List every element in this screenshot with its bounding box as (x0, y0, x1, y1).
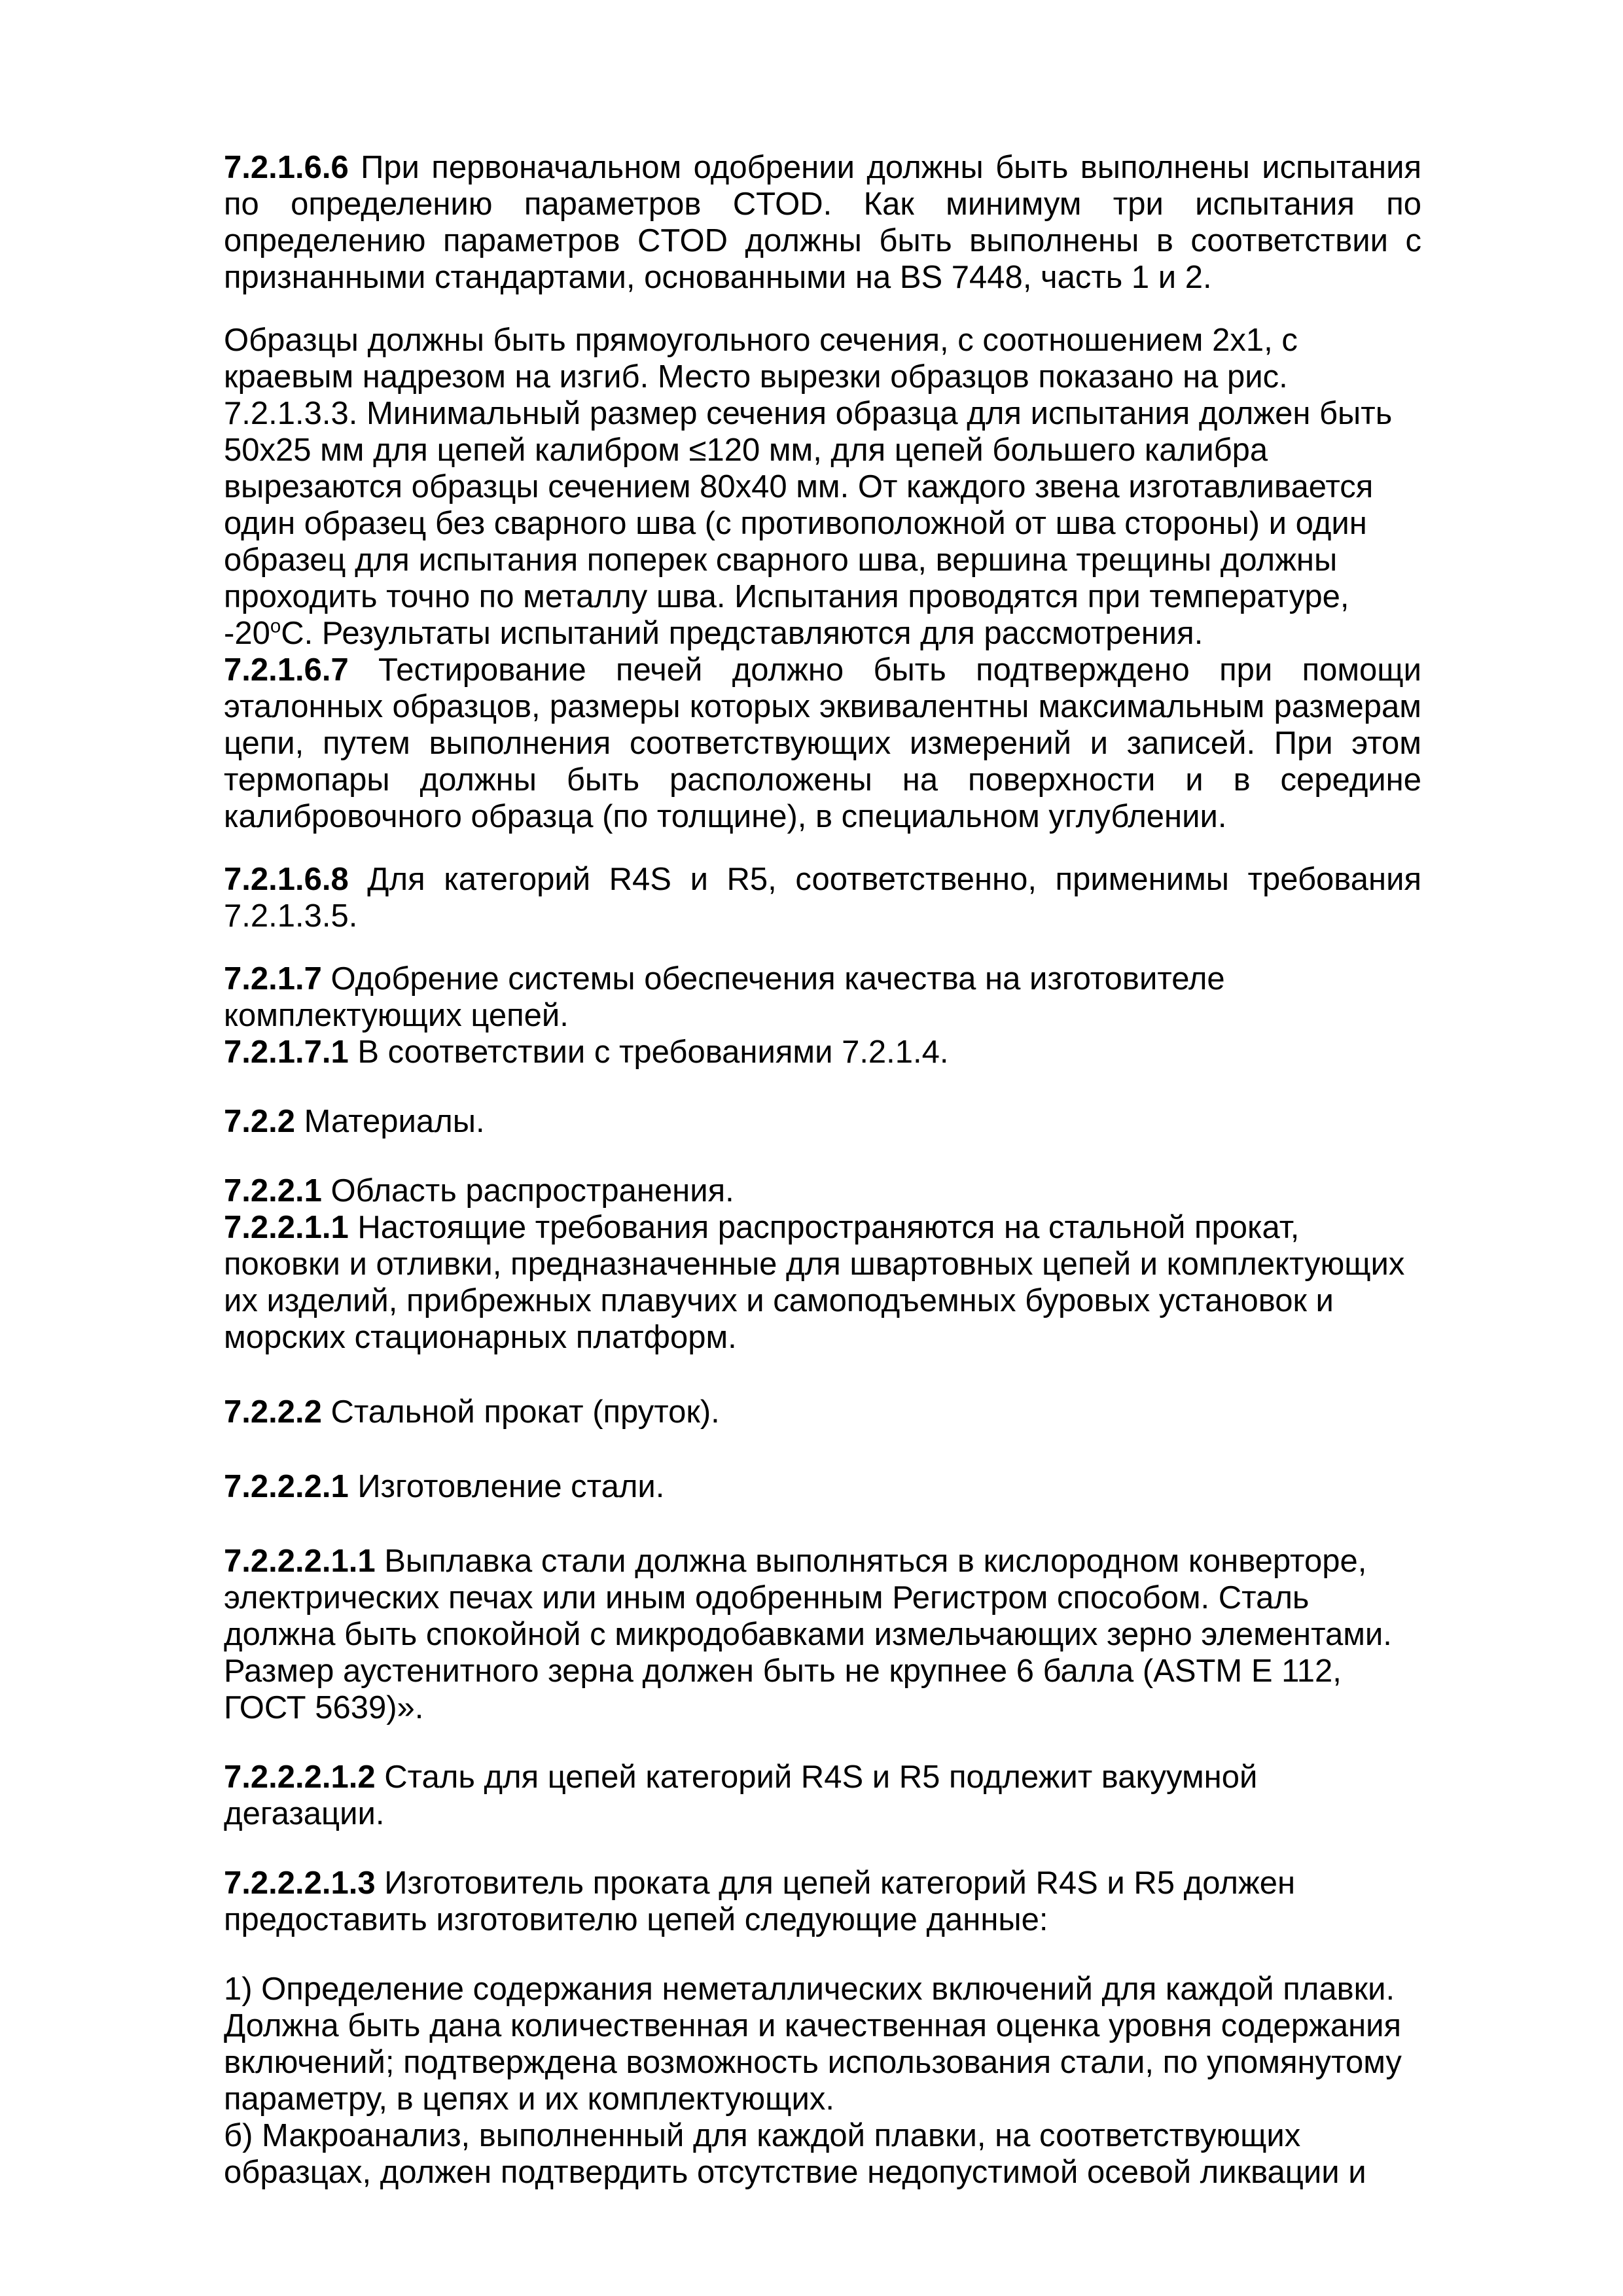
paragraph-text: Изготовитель проката для цепей категорий R4S и R5 должен предоставить изготовителю цепей следующие данные: (224, 1865, 1296, 1937)
paragraph-text: В соответствии с требованиями 7.2.1.4. (348, 1034, 949, 1070)
list-item-1 (224, 1971, 1421, 2117)
paragraph-7-2-2-1-1 (224, 1209, 1421, 1356)
heading-text: Стальной прокат (пруток). (321, 1394, 720, 1430)
paragraph-specimens (224, 322, 1421, 652)
section-number: 7.2.2 (224, 1104, 295, 1139)
heading-7-2-2-2 (224, 1394, 1421, 1430)
paragraph-text: Настоящие требования распространяются на стальной прокат, поковки и отливки, предназначенные для швартовных цепей и комплектующих их изделий, прибрежных плавучих и самоподъемных буровых установок и морских стационарных платформ. (224, 1210, 1405, 1355)
paragraph-7-2-1-6-8 (224, 861, 1421, 934)
list-item-text: 1) Определение содержания неметаллических включений для каждой плавки. Должна быть дана количественная и качественная оценка уровня содержания включений; подтверждена возможность использования стали, по упомянутому параметру, в цепях и их комплектующих. (224, 1971, 1402, 2117)
heading-text: Материалы. (294, 1104, 485, 1139)
paragraph-7-2-2-2-1-3 (224, 1865, 1421, 1938)
paragraph-text: Сталь для цепей категорий R4S и R5 подлежит вакуумной дегазации. (224, 1759, 1258, 1831)
document-page (224, 149, 1421, 2191)
paragraph-7-2-1-7-1 (224, 1034, 1421, 1070)
paragraph-7-2-2-2-1-1 (224, 1543, 1421, 1726)
paragraph-7-2-1-6-7 (224, 652, 1421, 835)
section-number: 7.2.1.7.1 (224, 1034, 349, 1070)
section-number: 7.2.2.2.1.1 (224, 1544, 376, 1579)
paragraph-text: Одобрение системы обеспечения качества на изготовителе комплектующих цепей. (224, 961, 1225, 1033)
section-number: 7.2.2.2.1.2 (224, 1759, 376, 1795)
section-number: 7.2.2.1 (224, 1173, 322, 1209)
heading-7-2-2 (224, 1103, 1421, 1140)
list-item-text: б) Макроанализ, выполненный для каждой плавки, на соответствующих образцах, должен подтвердить отсутствие недопустимой осевой ликвации и (224, 2118, 1366, 2190)
section-number: 7.2.2.2 (224, 1394, 322, 1430)
paragraph-text: При первоначальном одобрении должны быть выполнены испытания по определению параметров CTOD. Как минимум три испытания по определению параметров CTOD должны быть выполнены в соответствии с признанными стандартами, основанными на BS 7448, часть 1 и 2. (224, 150, 1421, 295)
section-number: 7.2.1.6.7 (224, 652, 349, 688)
paragraph-7-2-1-7 (224, 961, 1421, 1034)
heading-text: Область распространения. (321, 1173, 734, 1209)
heading-7-2-2-1 (224, 1173, 1421, 1209)
paragraph-text: Тестирование печей должно быть подтверждено при помощи эталонных образцов, размеры которых эквивалентны максимальным размерам цепи, путем выполнения соответствующих измерений и записей. При этом термопары должны быть расположены на поверхности и в середине калибровочного образца (по толщине), в специальном углублении. (224, 652, 1421, 834)
paragraph-text: Выплавка стали должна выполняться в кислородном конверторе, электрических печах или иным одобренным Регистром способом. Сталь должна быть спокойной с микродобавками измельчающих зерно элементами. Размер аустенитного зерна должен быть не крупнее 6 балла (ASTM E 112, ГОСТ 5639)». (224, 1544, 1392, 1725)
paragraph-text: Образцы должны быть прямоугольного сечения, с соотношением 2x1, с краевым надрезом на изгиб. Место вырезки образцов показано на рис. 7.2.1.3.3. Минимальный размер сечения образца для испытания должен быть 50x25 мм для цепей калибром ≤120 мм, для цепей большего калибра вырезаются образцы сечением 80x40 мм. От каждого звена изготавливается один образец без сварного шва (с противоположной от шва стороны) и один образец для испытания поперек сварного шва, вершина трещины должны проходить точно по металлу шва. Испытания проводятся при температуре, -20 (224, 323, 1393, 651)
paragraph-text-end: С. Результаты испытаний представляются для рассмотрения. (281, 616, 1204, 651)
section-number: 7.2.2.2.1.3 (224, 1865, 376, 1901)
heading-text: Изготовление стали. (348, 1469, 665, 1504)
heading-7-2-2-2-1 (224, 1468, 1421, 1505)
list-item-b (224, 2117, 1421, 2191)
section-number: 7.2.1.7 (224, 961, 322, 997)
paragraph-text: Для категорий R4S и R5, соответственно, применимы требования 7.2.1.3.5. (224, 862, 1421, 934)
paragraph-7-2-1-6-6 (224, 149, 1421, 296)
section-number: 7.2.2.1.1 (224, 1210, 349, 1245)
degree-mark: o (270, 615, 281, 637)
section-number: 7.2.2.2.1 (224, 1469, 349, 1504)
paragraph-7-2-2-2-1-2 (224, 1759, 1421, 1832)
section-number: 7.2.1.6.6 (224, 150, 349, 185)
section-number: 7.2.1.6.8 (224, 862, 349, 897)
